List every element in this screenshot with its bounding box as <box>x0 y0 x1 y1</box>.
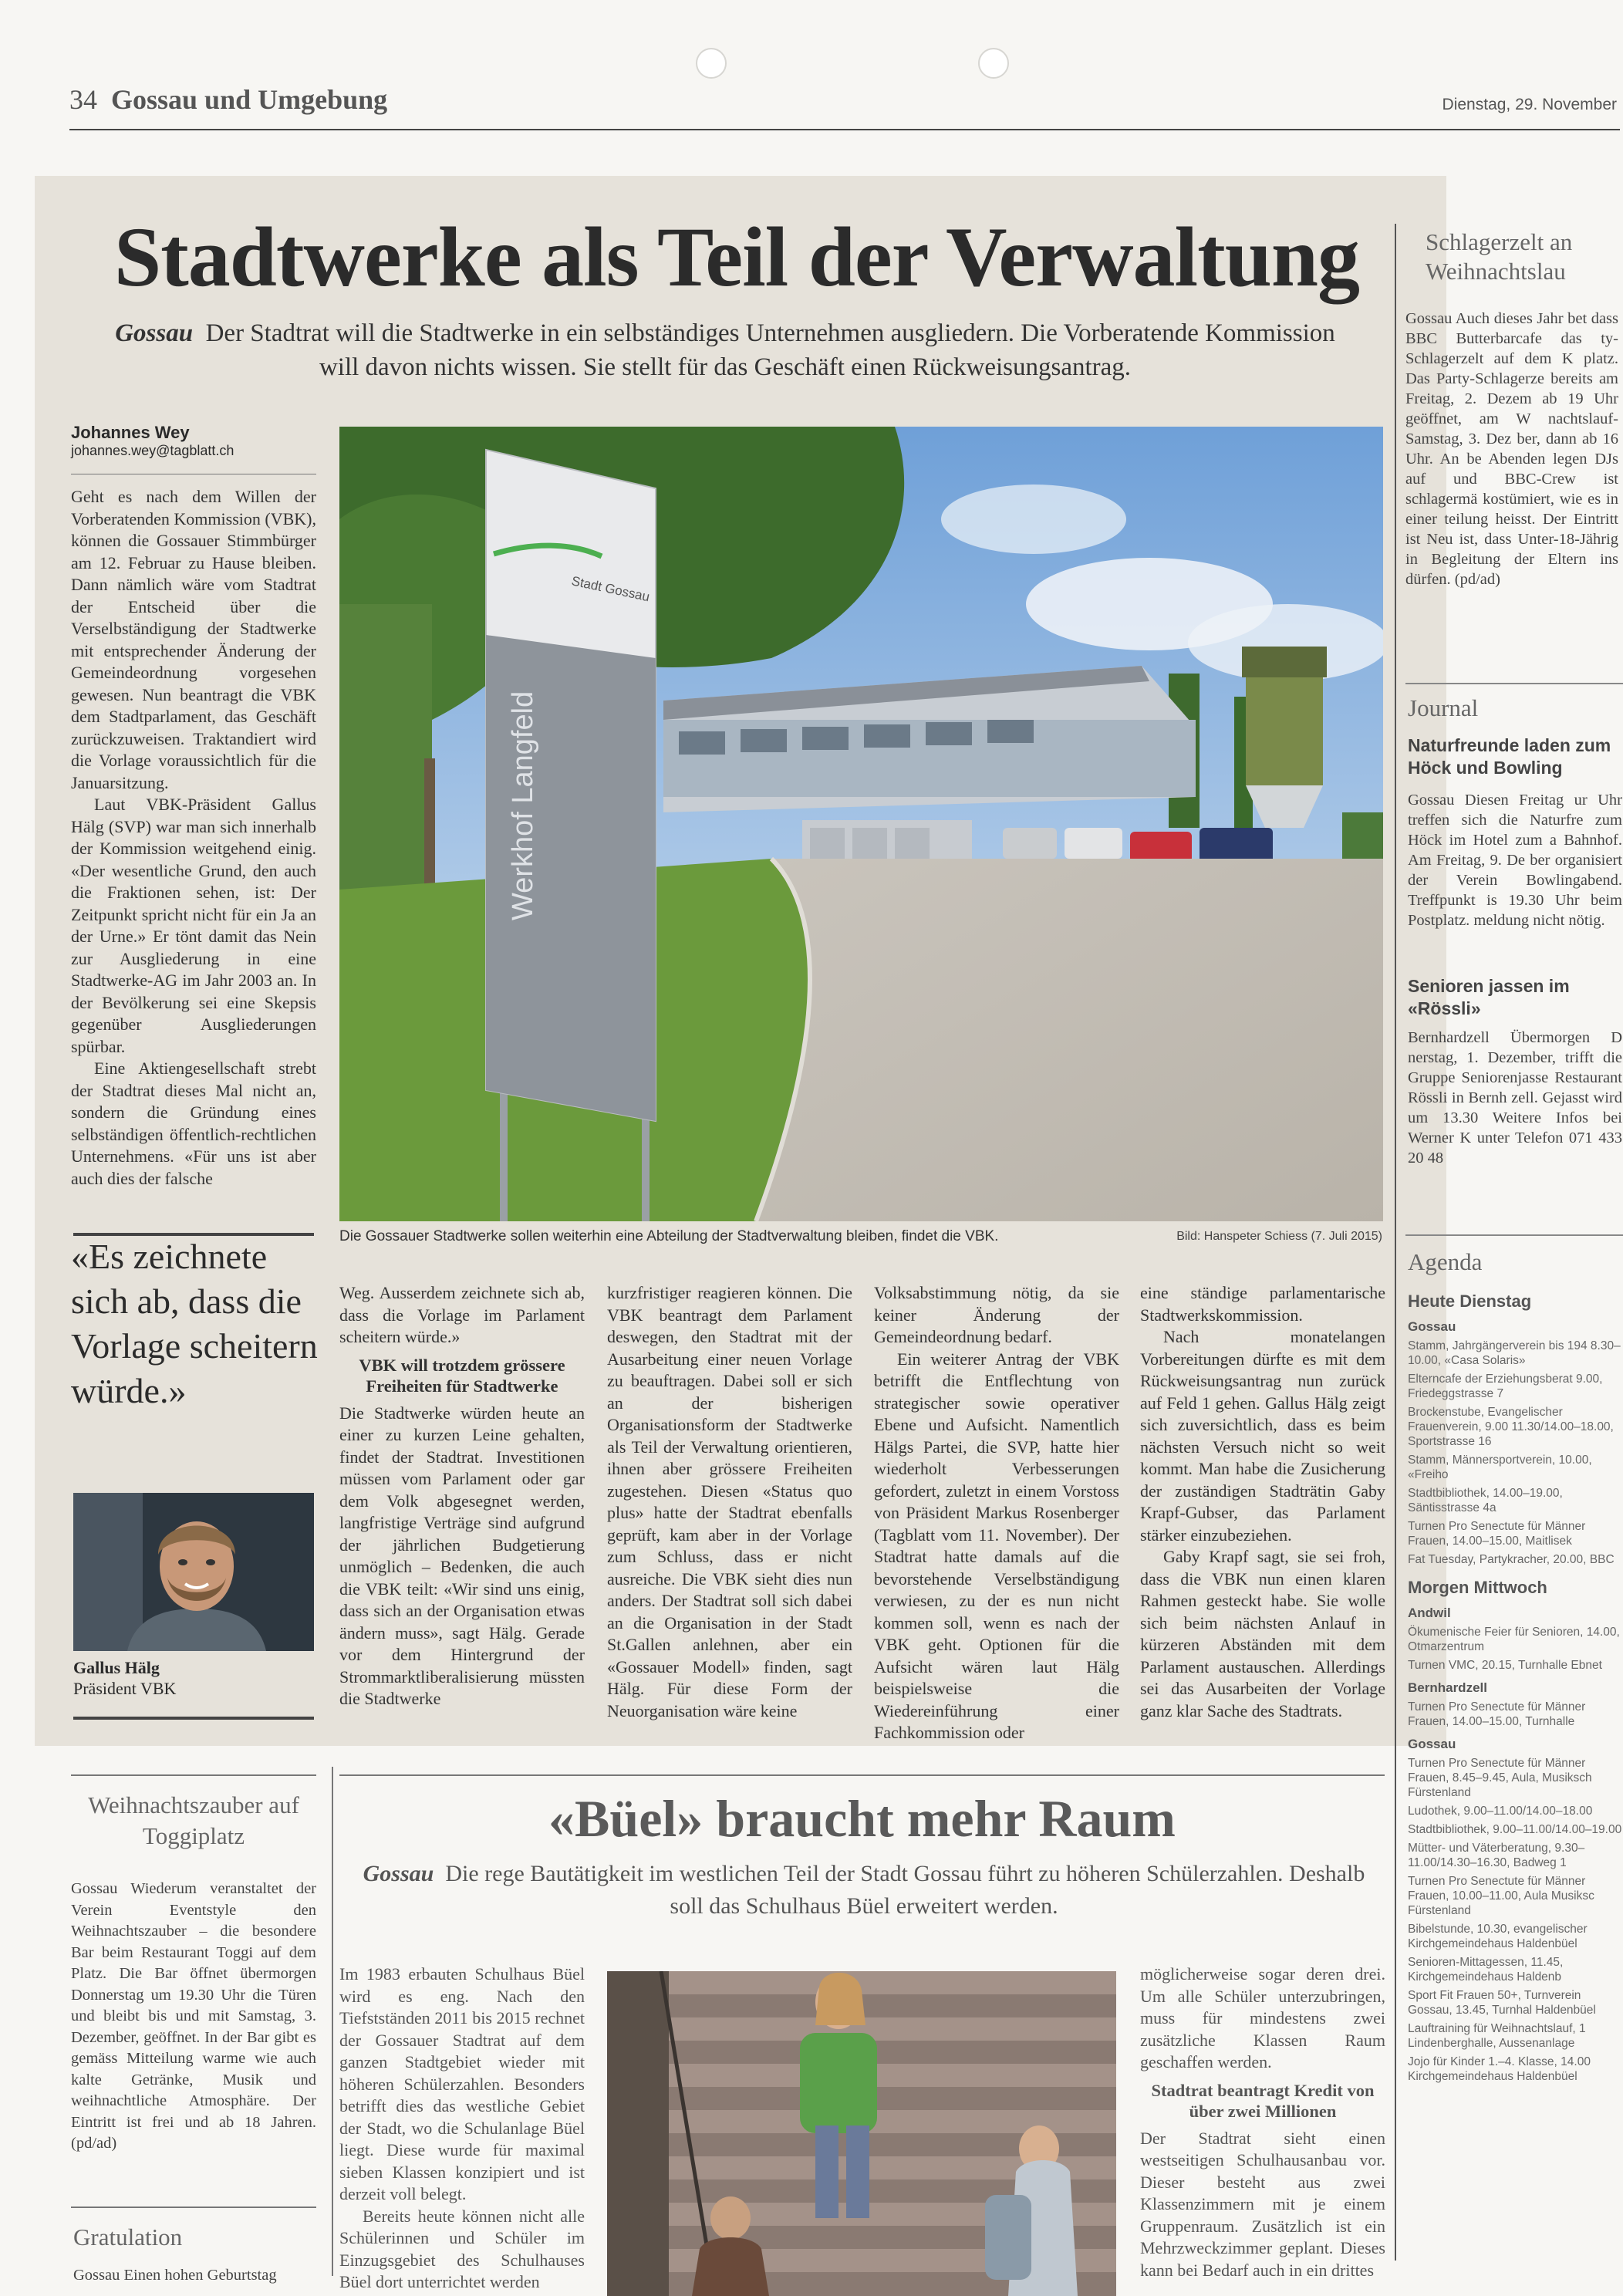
portrait-name: Gallus Hälg <box>73 1658 160 1677</box>
paragraph: Volksabstimmung nötig, da sie keiner Änderung der Gemeindeordnung bedarf. <box>874 1283 1119 1346</box>
agenda-place: Bernhardzell <box>1408 1680 1487 1695</box>
journal-heading-1: Naturfreunde laden zum Höck und Bowling <box>1408 735 1611 778</box>
deck-place: Gossau <box>115 319 194 347</box>
agenda-item: Stamm, Jahrgängerverein bis 194 8.30–10.00, «Casa Solaris» <box>1408 1339 1621 1367</box>
agenda-day: Heute Dienstag <box>1408 1292 1532 1311</box>
deck-place: Gossau <box>363 1861 434 1886</box>
author-email: johannes.wey@tagblatt.ch <box>71 443 235 458</box>
bueel-column-3 <box>1140 1963 1385 2281</box>
byline <box>71 423 333 459</box>
portrait-caption <box>73 1657 314 1699</box>
bueel-photo <box>607 1971 1116 2296</box>
paragraph: Gaby Krapf sagt, sie sei froh, dass die VBK nun einen klaren Rahmen gesteckt habe. Sie wolle sich beim nächsten Anlauf in kürzeren Abständen mit dem Parlament austauschen. Allerdings sei das Ausarbeiten der Vorlage ganz klar Sache des Stadtrats. <box>1140 1547 1385 1720</box>
bueel-deck <box>363 1858 1365 1923</box>
paragraph: Nach monatelangen Vorbereitungen dürfte es mit dem Rückweisungsantrag nun zurück auf Feld 1 gehen. Gallus Hälg zeigt sich zuversichtlich, dass es beim nächsten Versuch nicht so weit kommt. Man habe die Zusicherung der zuständigen Stadträtin Gaby Krapf-Gubser, das Parlament stärker einzubeziehen. <box>1140 1327 1385 1545</box>
issue-date: Dienstag, 29. November <box>1442 96 1617 113</box>
sidebar-divider <box>1395 224 1396 2261</box>
bueel-rule <box>339 1774 1385 1776</box>
paragraph: Laut VBK-Präsident Gallus Hälg (SVP) war man sich innerhalb der Kommission weitgehend einig. «Der wesentliche Grund, den auch die Fraktionen sehen, ist: Der Zeitpunkt spricht nicht für ein Ja an der Urne.» Er tönt damit das Nein zur Ausgliederung in eine Stadtwerke-AG im Jahr 2003 an. In der Bevölkerung sei eine Skepsis gegenüber Ausgliederungen spürbar. <box>71 795 316 1056</box>
agenda-item: Jojo für Kinder 1.–4. Klasse, 14.00 Kirchgemeindehaus Haldenbüel <box>1408 2055 1591 2083</box>
weihnacht-title: Weihnachtszauber auf Toggiplatz <box>88 1791 299 1849</box>
agenda-day: Morgen Mittwoch <box>1408 1578 1547 1597</box>
pull-quote: «Es zeichnete sich ab, dass die Vorlage scheitern würde.» <box>71 1237 318 1410</box>
paragraph: Der Stadtrat sieht einen westseitigen Schulhausanbau vor. Dieser besteht aus zwei Klassenzimmern mit je einem Gruppenraum. Zusätzlich ist ein Mehrzweckzimmer geplant. Dieses kann bei Bedarf auch in ein drittes <box>1140 2128 1385 2280</box>
paragraph: Ein weiterer Antrag der VBK betrifft die Entflechtung von strategischer sowie operativer Ebene und Aufsicht. Namentlich Hälgs Partei, die SVP, hatte hier wiederholt Verbesserungen gefordert, zuletzt in einem Vorstoss von Präsident Markus Rosenberger (Tagblatt vom 11. November). Der Stadtrat hatte damals auf die bevorstehende Verselbständigung verwiesen, zu der es nun nicht kommen soll, wenn es nach der VBK geht. Optionen für die Aufsicht wären laut Hälg beispielsweise die Wiedereinführung einer Fachkommission oder <box>874 1349 1119 1742</box>
photo-caption: Die Gossauer Stadtwerke sollen weiterhin eine Abteilung der Stadtverwaltung bleiben, findet die VBK. <box>339 1228 999 1244</box>
agenda-item: Mütter- und Väterberatung, 9.30–11.00/14.30–16.30, Badweg 1 <box>1408 1842 1585 1869</box>
sign-text: Werkhof Langfeld <box>507 690 539 920</box>
sidebar-schlager-title: Schlagerzelt an Weihnachtslau <box>1426 228 1573 285</box>
portrait-role: Präsident VBK <box>73 1679 177 1698</box>
sign-brand: Stadt Gossau <box>570 573 651 605</box>
agenda-item: Senioren-Mittagessen, 11.45, Kirchgemeindehaus Haldenb <box>1408 1956 1564 1984</box>
agenda-place: Gossau <box>1408 1737 1456 1751</box>
main-photo <box>339 427 1383 1221</box>
article-column-2 <box>339 1282 585 1710</box>
agenda-item: Sport Fit Frauen 50+, Turnverein Gossau, 13.45, Turnhal Haldenbüel <box>1408 1989 1596 2017</box>
agenda-item: Stadtbibliothek, 9.00–11.00/14.00–19.00 <box>1408 1823 1622 1836</box>
agenda-item: Brockenstube, Evangelischer Frauenverein, 9.00 11.30/14.00–18.00, Sportstrasse 16 <box>1408 1406 1614 1448</box>
folio-rule <box>69 129 1620 130</box>
journal-heading-2: Senioren jassen im «Rössli» <box>1408 976 1570 1018</box>
portrait-gallus-haelg <box>73 1493 314 1651</box>
deck-text: Der Stadtrat will die Stadtwerke in ein selbständiges Unternehmen ausgliedern. Die Vorberatende Kommission will davon nichts wissen. Sie stellt für das Geschäft einen Rückweisungsantrag. <box>205 319 1335 381</box>
agenda-item: Ökumenische Feier für Senioren, 14.00, Otmarzentrum <box>1408 1626 1620 1653</box>
article-column-3 <box>607 1282 852 1722</box>
subheading: VBK will trotzdem grössere Freiheiten für Stadtwerke <box>359 1355 565 1396</box>
punch-hole <box>696 48 727 79</box>
bueel-column-1 <box>339 1963 585 2294</box>
sidebar-rule <box>1405 683 1623 684</box>
page-folio <box>69 83 387 116</box>
weihnacht-text: Gossau Wiederum veranstaltet der Verein Eventstyle den Weihnachtszauber – die besondere Bar beim Restaurant Toggi auf dem Platz. Die Bar öffnet übermorgen Donnerstag um 19.30 Uhr die Türen und bleibt bis und mit Samstag, 3. Dezember, geöffnet. In der Bar gibt es gemäss Mitteilung warme wie auch kalte Getränke, Musik und weihnachtliche Atmosphäre. Der Eintritt ist frei und ab 18 Jahren. (pd/ad) <box>71 1880 316 2152</box>
agenda-item: Turnen VMC, 20.15, Turnhalle Ebnet <box>1408 1659 1602 1672</box>
weihnacht-rule <box>71 1774 316 1776</box>
agenda-item: Turnen Pro Senectute für Männer Frauen, 10.00–11.00, Aula Musiksc Fürstenland <box>1408 1875 1594 1917</box>
article-column-4 <box>874 1282 1119 1744</box>
agenda-item: Turnen Pro Senectute für Männer Frauen, 14.00–15.00, Turnhalle <box>1408 1700 1586 1728</box>
photo-credit: Bild: Hanspeter Schiess (7. Juli 2015) <box>1176 1230 1382 1243</box>
paragraph: Die Stadtwerke würden heute an einer zu kurzen Leine gehalten, findet der Stadtrat. Investitionen müssen vom Parlament oder gar dem Volk abgesegnet werden, langfristige Verträge sind aufgrund der jährlichen Budgetierung unmöglich – Bedenken, die auch die VBK teilt: «Wir sind uns einig, dass sich an der Organisation etwas ändern muss», sagt Hälg. Gerade vor dem Hintergrund der Strommarktliberalisierung müssten die Stadtwerke <box>339 1403 585 1708</box>
paragraph: Im 1983 erbauten Schulhaus Büel wird es eng. Nach den Tiefstständen 2011 bis 2015 rechnet der Gossauer Stadtrat auf dem ganzen Stadtgebiet wieder mit höheren Schülerzahlen. Besonders betrifft dies das westliche Gebiet der Stadt, wo die Schulanlage Büel liegt. Diese wurde für maximal sieben Klassen konzipiert und ist derzeit voll belegt. <box>339 1964 585 2203</box>
photo-staircase-children <box>607 1971 1116 2296</box>
main-headline: Stadtwerke als Teil der Verwaltung <box>113 210 1360 304</box>
gratulation-rule <box>71 2207 316 2208</box>
punch-hole <box>978 48 1009 79</box>
article-column-1 <box>71 486 316 1190</box>
journal-text-2: Bernhardzell Übermorgen D nerstag, 1. Dezember, trifft die Gruppe Seniorenjasse Restaurant Rössli in Bernh zell. Gejasst wird um 13.30 Weitere Infos bei Werner K unter Telefon 071 433 20 48 <box>1408 1029 1622 1167</box>
agenda-item: Ludothek, 9.00–11.00/14.00–18.00 <box>1408 1805 1593 1818</box>
paragraph: Geht es nach dem Willen der Vorberatenden Kommission (VBK), können die Gossauer Stimmbürger am 12. Februar zu Hause bleiben. Dann nämlich wäre vom Stadtrat der Entscheid über die Verselbständigung der Stadtwerke mit entsprechender Änderung der Gemeindeordnung vorgesehen gewesen. Nun beantragt die VBK dem Stadtparlament, das Geschäft zurückzuweisen. Traktandiert wird die Vorlage voraussichtlich für die Januarsitzung. <box>71 487 316 792</box>
article-column-5 <box>1140 1282 1385 1722</box>
subheading: Stadtrat beantragt Kredit von über zwei Millionen <box>1151 2080 1375 2121</box>
agenda-list <box>1408 1281 1622 2084</box>
photo-werkhof <box>339 427 1383 1221</box>
page-number: 34 <box>69 84 97 115</box>
bueel-headline: «Büel» braucht mehr Raum <box>548 1789 1176 1848</box>
deck-text: Die rege Bautätigkeit im westlichen Teil der Stadt Gossau führt zu höheren Schülerzahlen. Deshalb soll das Schulhaus Büel erweitert werden. <box>445 1861 1365 1919</box>
agenda-item: Fat Tuesday, Partykracher, 20.00, BBC <box>1408 1553 1615 1566</box>
paragraph: Eine Aktiengesellschaft strebt der Stadtrat dieses Mal nicht an, sondern die Gründung eines selbständigen öffentlich-rechtlichen Unternehmens. «Für uns ist aber auch dies der falsche <box>71 1059 316 1188</box>
agenda-title: Agenda <box>1408 1248 1483 1275</box>
agenda-item: Stadtbibliothek, 14.00–19.00, Säntisstrasse 4a <box>1408 1487 1563 1514</box>
author-name: Johannes Wey <box>71 423 190 442</box>
agenda-item: Bibelstunde, 10.30, evangelischer Kirchgemeindehaus Haldenbüel <box>1408 1923 1588 1950</box>
agenda-item: Turnen Pro Senectute für Männer Frauen, 8.45–9.45, Aula, Musiksch Fürstenland <box>1408 1757 1592 1799</box>
bueel-divider <box>332 1767 333 2276</box>
journal-title: Journal <box>1408 694 1479 721</box>
main-deck <box>108 316 1342 384</box>
sidebar-schlager-text: Gossau Auch dieses Jahr bet dass BBC Butterbarcafe das ty-Schlagerzelt auf dem K platz. Das Party-Schlagerze bereits am Freitag, 2. Dezem ab 19 Uhr geöffnet, am W nachtslauf-Samstag, 3. Dez ber, dann ab 16 Uhr. An be Abenden legen DJs auf und BBC-Crew ist schlagermä kostümiert, wie es in einer teilung heisst. Der Eintritt ist Neu ist, dass Unter-18-Jährig in Begleitung der Eltern ins dürfen. (pd/ad) <box>1405 310 1618 588</box>
paragraph: Weg. Ausserdem zeichnete sich ab, dass die Vorlage im Parlament scheitern würde.» <box>339 1283 585 1346</box>
journal-text-1: Gossau Diesen Freitag ur Uhr treffen sich die Naturfre zum Höck im Hotel zum a Bahnhof. Am Freitag, 9. De ber organisiert der Verein Bowlingabend. Treffpunkt is 19.30 Uhr beim Postplatz. meldung nicht nötig. <box>1408 792 1622 929</box>
agenda-item: Elterncafe der Erziehungsberat 9.00, Friedeggstrasse 7 <box>1408 1373 1603 1400</box>
paragraph: Bereits heute können nicht alle Schülerinnen und Schüler im Einzugsgebiet des Schulhauses Büel dort unterrichtet werden <box>339 2206 585 2291</box>
paragraph: kurzfristiger reagieren können. Die VBK beantragt dem Parlament deswegen, den Stadtrat mit der Ausarbeitung einer neuen Vorlage zu beauftragen. Dabei soll er sich an der bisherigen Organisationsform der Stadtwerke als Teil der Verwaltung orientieren, ihnen aber grössere Freiheiten zugestehen. Diesen «Status quo plus» hatte der Stadtrat ebenfalls geprüft, kam aber in der Vorlage zum Schluss, dass er nicht ausreiche. Die VBK sieht dies nun anders. Der Stadtrat soll sich dabei an die Organisation in der Stadt St.Gallen anlehnen, aber ein «Gossauer Modell» finden, sagt Hälg. Für diese Form der Neuorganisation wäre keine <box>607 1283 852 1720</box>
gratulation-title: Gratulation <box>73 2223 183 2250</box>
gratulation-text: Gossau Einen hohen Geburtstag <box>73 2267 277 2284</box>
agenda-place: Gossau <box>1408 1319 1456 1334</box>
section-name: Gossau und Umgebung <box>111 84 388 115</box>
agenda-item: Lauftraining für Weihnachtslauf, 1 Lindenberghalle, Aussenanlage <box>1408 2022 1586 2050</box>
sidebar-rule <box>1405 1234 1623 1236</box>
agenda-place: Andwil <box>1408 1606 1451 1620</box>
agenda-item: Turnen Pro Senectute für Männer Frauen, 14.00–15.00, Maitlisek <box>1408 1520 1586 1548</box>
paragraph: möglicherweise sogar deren drei. Um alle Schüler unterzubringen, muss für mindestens zwei zusätzliche Klassen Raum geschaffen werden. <box>1140 1964 1385 2071</box>
quote-rule-bottom <box>73 1717 314 1720</box>
agenda-item: Stamm, Männersportverein, 10.00, «Freiho <box>1408 1454 1592 1481</box>
paragraph: eine ständige parlamentarische Stadtwerkskommission. <box>1140 1283 1385 1325</box>
portrait-photo <box>73 1493 314 1651</box>
